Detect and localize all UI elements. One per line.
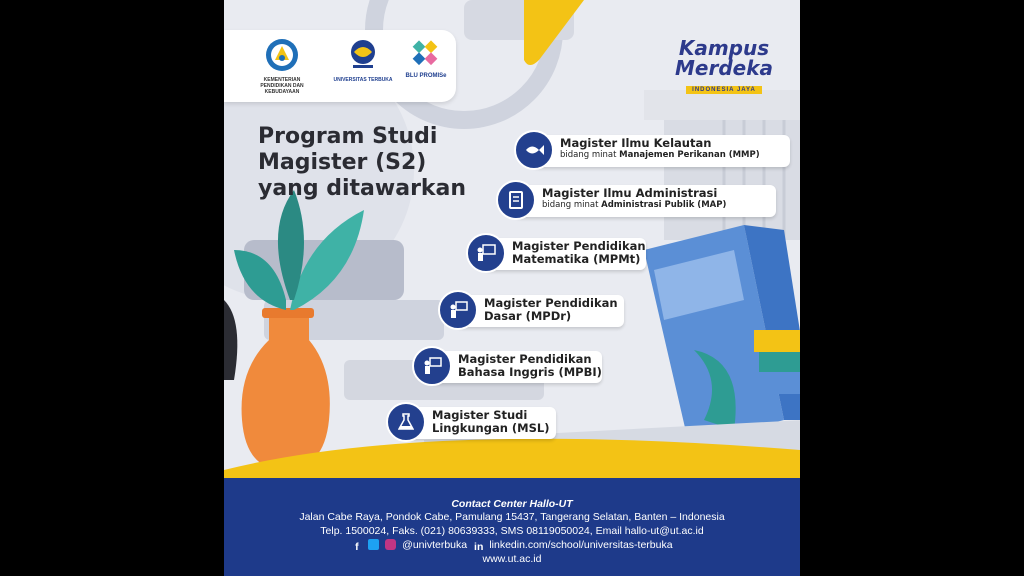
kampus-merdeka-tagline: INDONESIA JAYA — [686, 86, 762, 94]
program-text — [432, 409, 549, 435]
flask-icon — [386, 402, 426, 442]
footer-phone: Telp. 1500024, Faks. (021) 80639333, SMS 08119050024, Email hallo-ut@ut.ac.id — [320, 525, 704, 537]
ut-logo — [328, 38, 398, 83]
logo-card — [224, 30, 456, 102]
ut-emblem-icon — [346, 38, 380, 72]
program-title-line2: Dasar (MPDr) — [484, 309, 572, 323]
kemdikbud-caption: KEMENTERIAN PENDIDIKAN DAN KEBUDAYAAN — [260, 77, 304, 95]
program-title-line2: Lingkungan (MSL) — [432, 421, 550, 435]
linkedin-icon[interactable]: in — [474, 541, 484, 553]
program-title: Magister Pendidikan — [484, 296, 618, 310]
fish-icon — [514, 130, 554, 170]
instagram-icon[interactable] — [385, 539, 396, 550]
poster — [224, 0, 800, 576]
kampus-merdeka-line2: Merdeka — [674, 56, 773, 80]
headline — [258, 124, 498, 202]
teacher-chart-icon — [466, 233, 506, 273]
blu-caption: BLU PROMISe — [405, 73, 447, 79]
headline-line2: Magister (S2) — [258, 150, 427, 175]
program-text — [542, 187, 726, 211]
program-title: Magister Studi — [432, 408, 528, 422]
linkedin-link[interactable]: linkedin.com/school/universitas-terbuka — [489, 539, 673, 551]
headline-line3: yang ditawarkan — [258, 176, 467, 201]
program-title: Magister Ilmu Administrasi — [542, 186, 718, 200]
document-icon — [496, 180, 536, 220]
program-subtitle: bidang minat Administrasi Publik (MAP) — [542, 200, 727, 210]
program-text — [484, 297, 618, 323]
program-text — [560, 137, 760, 161]
kampus-merdeka-line1: Kampus — [678, 36, 770, 60]
social-handle[interactable]: @univterbuka — [402, 539, 468, 551]
footer-address: Jalan Cabe Raya, Pondok Cabe, Pamulang 15437, Tangerang Selatan, Banten – Indonesia — [299, 511, 725, 523]
headline-line1: Program Studi — [258, 124, 438, 149]
program-text — [458, 353, 602, 379]
facebook-icon[interactable]: f — [355, 541, 359, 553]
program-title: Magister Ilmu Kelautan — [560, 136, 712, 150]
blu-logo — [402, 38, 450, 79]
language-teacher-icon — [412, 346, 452, 386]
kemdikbud-logo — [252, 38, 312, 95]
kampus-merdeka-logo — [664, 38, 784, 96]
program-title: Magister Pendidikan — [458, 352, 592, 366]
footer-social — [224, 538, 800, 552]
tut-wuri-handayani-icon — [265, 38, 299, 72]
program-title-line2: Bahasa Inggris (MPBI) — [458, 365, 602, 379]
ut-caption: UNIVERSITAS TERBUKA — [333, 77, 393, 83]
program-subtitle: bidang minat Manajemen Perikanan (MMP) — [560, 150, 760, 160]
contact-footer — [224, 478, 800, 576]
program-title: Magister Pendidikan — [512, 239, 646, 253]
teacher-icon — [438, 290, 478, 330]
website-link[interactable]: www.ut.ac.id — [482, 553, 542, 565]
twitter-icon[interactable] — [368, 539, 379, 550]
program-title-line2: Matematika (MPMt) — [512, 252, 641, 266]
program-text — [512, 240, 646, 266]
footer-title: Contact Center Hallo-UT — [451, 498, 573, 510]
blu-promise-icon — [411, 38, 441, 68]
